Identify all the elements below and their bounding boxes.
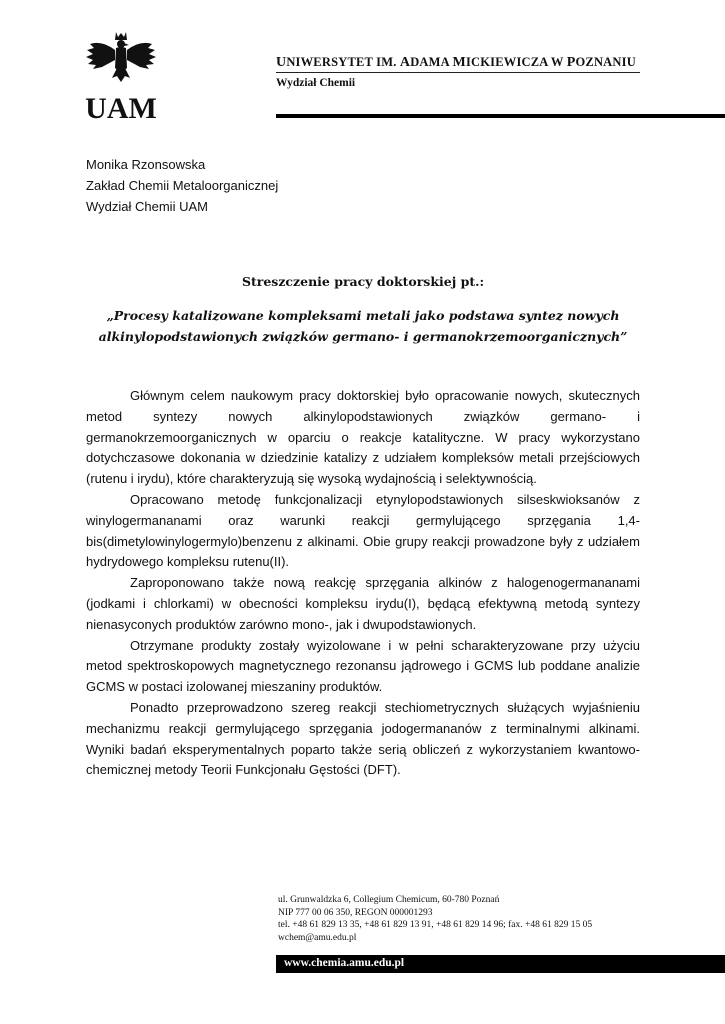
paragraph-4: Otrzymane produkty zostały wyizolowane i w pełni scharakteryzowane przy użyciu metod spektroskopowych magnetycznego rezonansu jądrowego i GCMS lub poddane analizie GCMS w postaci izolowanej mieszaniny produktów.	[86, 637, 640, 695]
footer-website-link[interactable]: www.chemia.amu.edu.pl	[284, 957, 405, 969]
thesis-title-line-2: alkinylopodstawionych związków germano- i germanokrzemoorganicznych”	[98, 329, 628, 344]
paragraph-2: Opracowano metodę funkcjonalizacji etynylopodstawionych silseskwioksanów z winylogermananami oraz warunki reakcji germylującego sprzęgania 1,4-bis(dimetylowinylogermylo)benzenu z alkinami. Obie grupy reakcji prowadzone były z udziałem hydrydowego kompleksu rutenu(II).	[86, 491, 640, 570]
author-faculty: Wydział Chemii UAM	[86, 199, 208, 214]
paragraph-1: Głównym celem naukowym pracy doktorskiej było opracowanie nowych, skutecznych metod syntezy nowych alkinylopodstawionych związków germano- i germanokrzemoorganicznych w oparciu o reakcje katalityczne. W pracy wykorzystano dotychczasowe dokonania w dziedzinie katalizy z udziałem kompleksów metali przejściowych (rutenu i irydu), które charakteryzują się wysoką wydajnością i selektywnością.	[86, 388, 640, 487]
svg-text:UAM: UAM	[85, 92, 157, 122]
header-faculty: Wydział Chemii	[276, 77, 356, 89]
header-thick-rule	[276, 114, 725, 118]
abstract-body	[86, 386, 640, 781]
thesis-title	[86, 305, 640, 347]
footer-registry-line: NIP 777 00 06 350, REGON 000001293	[278, 907, 433, 918]
uam-eagle-logo	[84, 30, 158, 122]
author-block	[86, 154, 278, 217]
thesis-title-line-1: „Procesy katalizowane kompleksami metali jako podstawa syntez nowych	[106, 308, 620, 323]
footer-website-bar	[276, 955, 725, 973]
footer-phone-line: tel. +48 61 829 13 35, +48 61 829 13 91, +48 61 829 14 96; fax. +48 61 829 15 05	[278, 920, 593, 930]
header-thin-rule	[276, 72, 640, 73]
paragraph-5: Ponadto przeprowadzono szereg reakcji stechiometrycznych służących wyjaśnieniu mechanizmu reakcji germylującego sprzęgania jodogermananów z terminalnymi alkinami. Wyniki badań eksperymentalnych poparto także serią obliczeń z wykorzystaniem kwantowo-chemicznej metody Teorii Funkcjonału Gęstości (DFT).	[86, 699, 640, 778]
author-department: Zakład Chemii Metaloorganicznej	[86, 178, 279, 193]
footer-email-link[interactable]: wchem@amu.edu.pl	[278, 932, 357, 943]
university-name: UNIWERSYTET IM. ADAMA MICKIEWICZA W POZNANIU	[276, 55, 636, 70]
paragraph-3: Zaproponowano także nową reakcję sprzęgania alkinów z halogenogermananami (jodkami i chlorkami) w obecności kompleksu irydu(I), będącą efektywną metodą syntezy nienasyconych produktów zarówno mono-, jak i dwupodstawionych.	[86, 575, 640, 632]
author-name: Monika Rzonsowska	[86, 157, 206, 172]
footer-address-line: ul. Grunwaldzka 6, Collegium Chemicum, 60-780 Poznań	[278, 895, 500, 905]
footer-contact	[278, 894, 592, 944]
abstract-heading: Streszczenie pracy doktorskiej pt.:	[241, 274, 485, 289]
